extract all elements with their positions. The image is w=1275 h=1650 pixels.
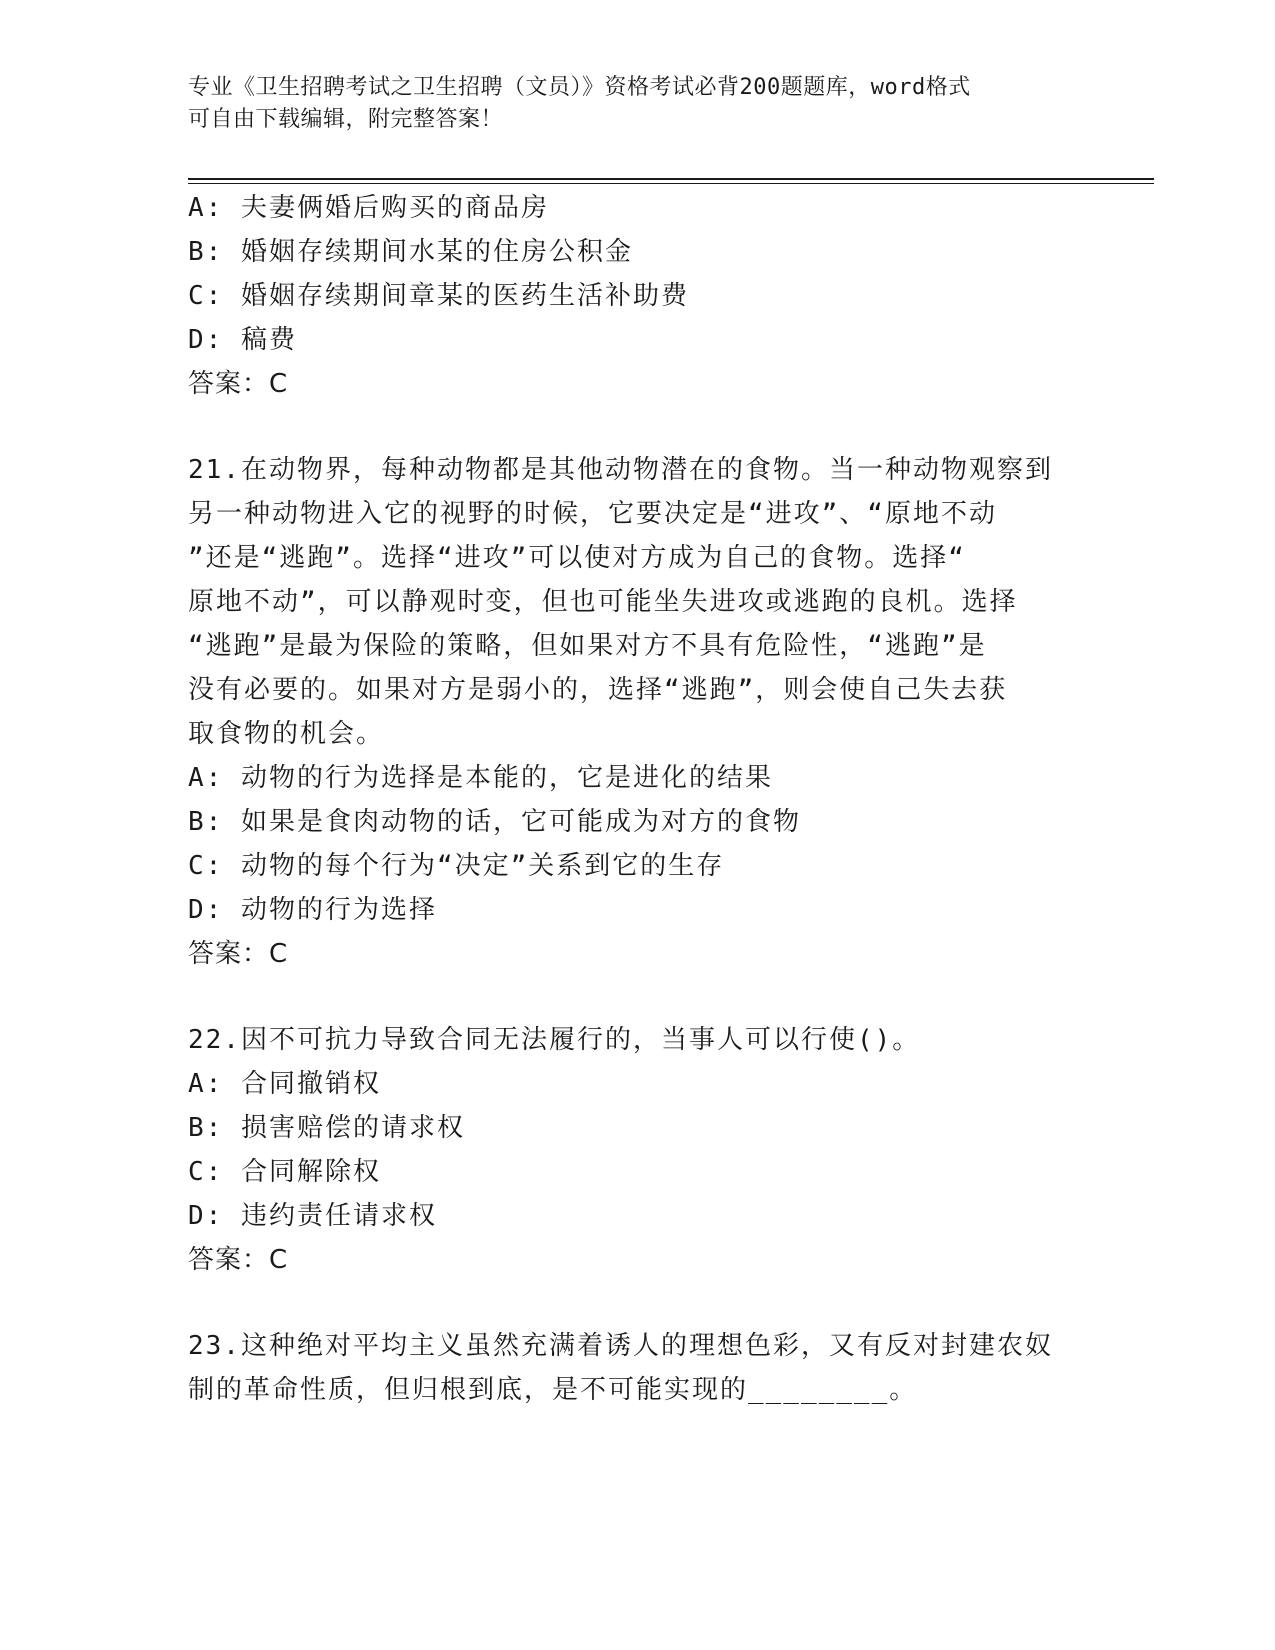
q21-answer: 答案：C	[188, 939, 289, 969]
q21-stem-line-2: 另一种动物进入它的视野的时候，它要决定是“进攻”、“原地不动	[188, 499, 997, 529]
header-divider-thin	[188, 183, 1154, 184]
q21-option-c: C: 动物的每个行为“决定”关系到它的生存	[188, 851, 725, 881]
q22-option-b: B: 损害赔偿的请求权	[188, 1113, 465, 1143]
q22-answer: 答案：C	[188, 1245, 289, 1275]
q20-answer: 答案：C	[188, 369, 289, 399]
q20-option-d: D: 稿费	[188, 325, 297, 355]
header-line-2: 可自由下载编辑，附完整答案！	[188, 107, 504, 132]
q23-stem-line-1: 23.这种绝对平均主义虽然充满着诱人的理想色彩，又有反对封建农奴	[188, 1331, 1053, 1361]
q21-stem-line-5: “逃跑”是最为保险的策略，但如果对方不具有危险性，“逃跑”是	[188, 631, 987, 661]
q21-stem-line-4: 原地不动”，可以静观时变，但也可能坐失进攻或逃跑的良机。选择	[188, 587, 1018, 617]
header-line-1: 专业《卫生招聘考试之卫生招聘（文员）》资格考试必背200题题库，word格式	[188, 75, 971, 100]
q21-stem-line-6: 没有必要的。如果对方是弱小的，选择“逃跑”，则会使自己失去获	[188, 675, 1008, 705]
q22-option-d: D: 违约责任请求权	[188, 1201, 437, 1231]
q20-option-a: A: 夫妻俩婚后购买的商品房	[188, 193, 549, 223]
q21-stem-line-7: 取食物的机会。	[188, 719, 385, 749]
q21-option-a: A: 动物的行为选择是本能的，它是进化的结果	[188, 763, 773, 793]
q20-option-b: B: 婚姻存续期间水某的住房公积金	[188, 237, 633, 267]
document-header	[188, 72, 1068, 136]
q22-stem: 22.因不可抗力导致合同无法履行的，当事人可以行使()。	[188, 1025, 921, 1055]
q20-option-c: C: 婚姻存续期间章某的医药生活补助费	[188, 281, 689, 311]
q22-option-a: A: 合同撤销权	[188, 1069, 381, 1099]
q21-stem-line-3: ”还是“逃跑”。选择“进攻”可以使对方成为自己的食物。选择“	[188, 543, 966, 573]
q23-stem-line-2: 制的革命性质，但归根到底，是不可能实现的________。	[188, 1375, 918, 1405]
q21-stem-line-1: 21.在动物界，每种动物都是其他动物潜在的食物。当一种动物观察到	[188, 455, 1053, 485]
q21-option-b: B: 如果是食肉动物的话，它可能成为对方的食物	[188, 807, 801, 837]
header-divider-thick	[188, 178, 1154, 180]
q21-option-d: D: 动物的行为选择	[188, 895, 437, 925]
q22-option-c: C: 合同解除权	[188, 1157, 381, 1187]
